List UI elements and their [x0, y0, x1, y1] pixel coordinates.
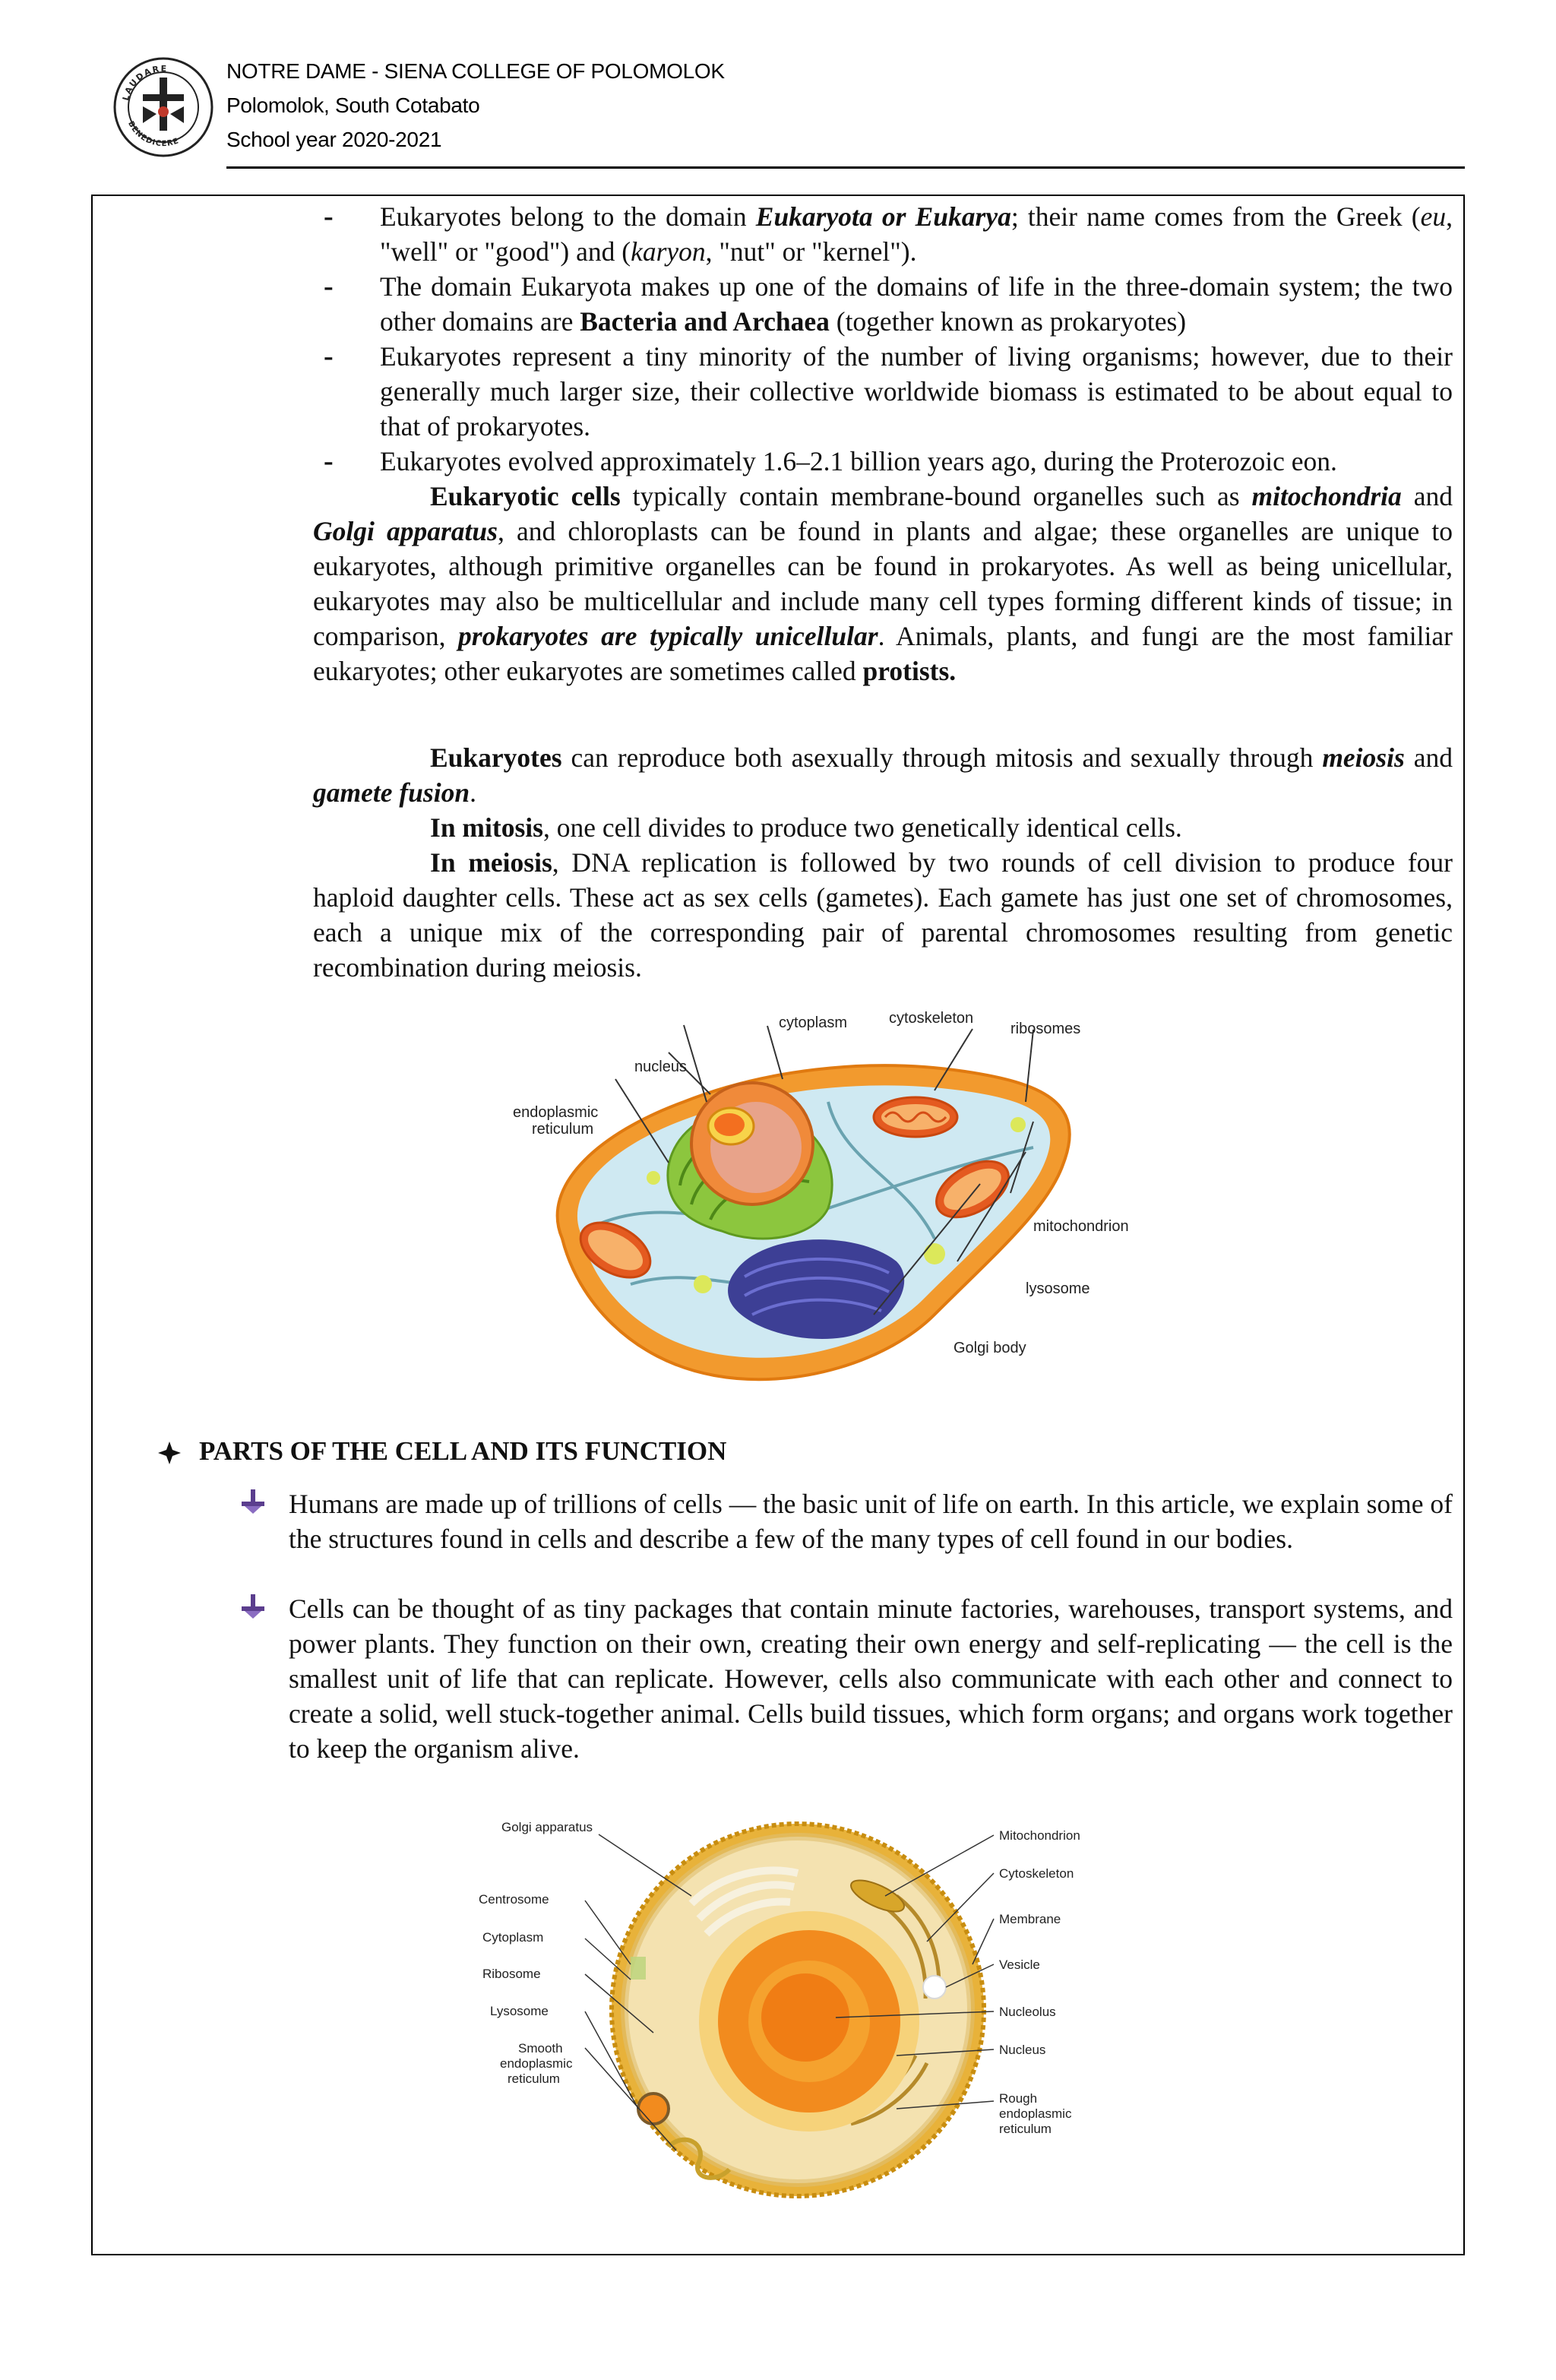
- bullet-dash: -: [324, 340, 334, 372]
- label-membrane: Membrane: [999, 1912, 1061, 1926]
- bullet-dash: -: [324, 271, 334, 302]
- bullet-dash: -: [324, 445, 334, 477]
- college-seal-icon: [112, 55, 214, 160]
- seal-bottom-text: BENEDICERE: [126, 119, 181, 149]
- label-er-line1: endoplasmic: [513, 1104, 599, 1121]
- mitochondrion-shape: [874, 1097, 957, 1137]
- label-lysosome-2: Lysosome: [490, 2004, 549, 2018]
- school-year: School year 2020-2021: [226, 128, 442, 151]
- label-golgi-apparatus: Golgi apparatus: [501, 1820, 593, 1834]
- label-nucleolus: Nucleolus: [999, 2005, 1056, 2019]
- label-lysosome: lysosome: [1026, 1280, 1090, 1297]
- bullet-domain-eukaryota: Eukaryotes belong to the domain Eukaryota or Eukarya; their name comes from the Greek (eu, "well" or "good") and (karyon, "nut" or "kernel").: [380, 201, 1453, 267]
- label-ribosomes: ribosomes: [1010, 1021, 1081, 1037]
- label-cytoskeleton-2: Cytoskeleton: [999, 1866, 1074, 1881]
- svg-text:BENEDICERE: [126, 120, 180, 148]
- label-rough-er-3: reticulum: [999, 2122, 1052, 2136]
- page-header: [112, 55, 1465, 176]
- eukaryotic-cell-diagram: [509, 1011, 1178, 1406]
- arrow-bullet-icon: [242, 1488, 264, 1514]
- arrow-bullet-icon: [242, 1593, 264, 1619]
- label-mitochondrion: mitochondrion: [1033, 1218, 1129, 1235]
- section-heading: PARTS OF THE CELL AND ITS FUNCTION: [199, 1436, 727, 1466]
- label-smooth-er-1: Smooth: [518, 2041, 563, 2056]
- header-divider: [226, 166, 1465, 169]
- bullet-biomass: Eukaryotes represent a tiny minority of the number of living organisms; however, due to their generally much larger size, their collective worldwide biomass is estimated to be about equal to that of prokaryotes.: [380, 341, 1453, 442]
- bullet-three-domain: The domain Eukaryota makes up one of the domains of life in the three-domain system; the two other domains are Bacteria and Archaea (together known as prokaryotes): [380, 271, 1453, 337]
- label-centrosome: Centrosome: [479, 1892, 549, 1907]
- label-er-line2: reticulum: [532, 1121, 594, 1138]
- college-name: NOTRE DAME - SIENA COLLEGE OF POLOMOLOK: [226, 59, 725, 83]
- paragraph-eukaryotic-cells: Eukaryotic cells typically contain membrane-bound organelles such as mitochondria and Golgi apparatus, and chloroplasts can be found in plants and algae; these organelles are unique to eukaryotes, although primitive organelles can be found in prokaryotes. As well as being unicellular, eukaryotes may also be multicellular and include many cell types forming different kinds of tissue; in comparison, prokaryotes are typically unicellular. Animals, plants, and fungi are the most familiar eukaryotes; other eukaryotes are sometimes called protists.: [313, 481, 1453, 686]
- label-ribosome: Ribosome: [482, 1967, 541, 1981]
- label-mitochondrion-2: Mitochondrion: [999, 1828, 1080, 1843]
- paragraph-meiosis: In meiosis, DNA replication is followed by two rounds of cell division to produce four haploid daughter cells. These act as sex cells (gametes). Each gamete has just one set of chromosomes, each a unique mix of the corresponding pair of parental chromosomes resulting from genetic recombination during meiosis.: [313, 847, 1453, 983]
- college-location: Polomolok, South Cotabato: [226, 93, 480, 117]
- human-cell-diagram: [471, 1805, 1124, 2245]
- label-vesicle: Vesicle: [999, 1957, 1040, 1972]
- seal-top-text: LAUDARE: [120, 63, 169, 102]
- label-cytoplasm-2: Cytoplasm: [482, 1930, 544, 1945]
- section-item-humans: Humans are made up of trillions of cells — the basic unit of life on earth. In this article, we explain some of the structures found in cells and describe a few of the many types of cell found in our bodies.: [289, 1489, 1453, 1554]
- label-rough-er-1: Rough: [999, 2091, 1038, 2106]
- label-golgi-body: Golgi body: [954, 1340, 1026, 1356]
- bullet-dash: -: [324, 201, 334, 233]
- label-nucleus-2: Nucleus: [999, 2043, 1046, 2057]
- diamond-bullet-icon: [158, 1442, 181, 1464]
- bullet-evolution: Eukaryotes evolved approximately 1.6–2.1 billion years ago, during the Proterozoic eon.: [380, 446, 1337, 476]
- label-smooth-er-2: endoplasmic: [500, 2056, 573, 2071]
- section-item-cells: Cells can be thought of as tiny packages that contain minute factories, warehouses, transport systems, and power plants. They function on their own, creating their own energy and self-replicating — the cell is the smallest unit of life that can replicate. However, cells also communicate with each other and connect to create a solid, well stuck-together animal. Cells build tissues, which form organs; and organs work together to keep the organism alive.: [289, 1594, 1453, 1764]
- label-rough-er-2: endoplasmic: [999, 2106, 1072, 2121]
- label-cytoskeleton: cytoskeleton: [889, 1011, 974, 1027]
- label-smooth-er-3: reticulum: [508, 2071, 560, 2086]
- paragraph-reproduction: Eukaryotes can reproduce both asexually through mitosis and sexually through meiosis and gamete fusion.: [313, 742, 1453, 808]
- paragraph-mitosis: In mitosis, one cell divides to produce two genetically identical cells.: [430, 812, 1182, 843]
- label-nucleus: nucleus: [634, 1059, 687, 1075]
- label-cytoplasm: cytoplasm: [779, 1014, 848, 1031]
